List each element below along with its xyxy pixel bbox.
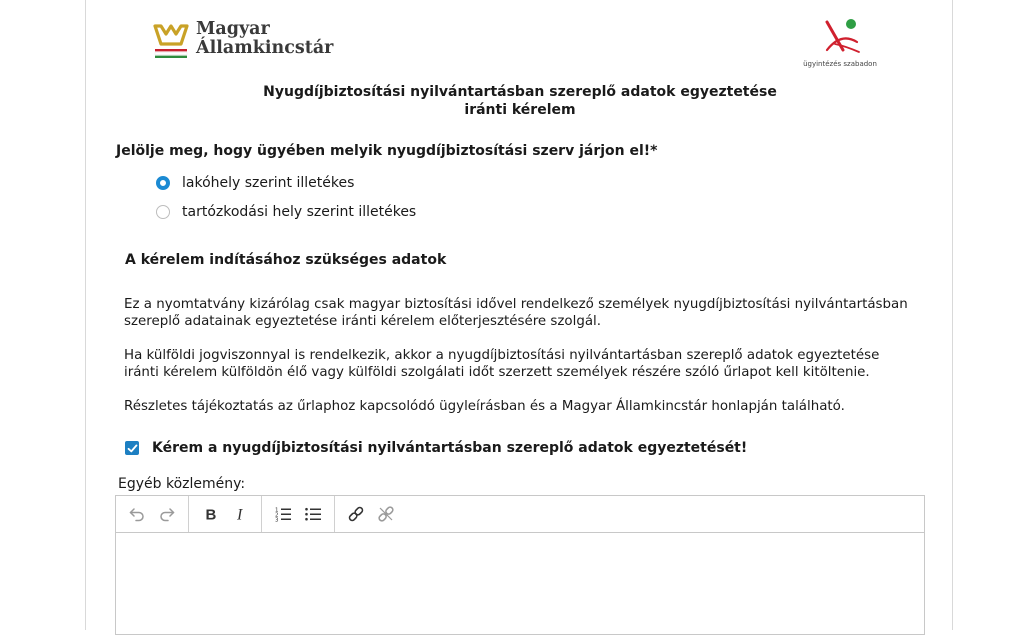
info-paragraph: Ez a nyomtatvány kizárólag csak magyar biztosítási idővel rendelkező személyek nyugdíjbiztosítási nyilvántartásban szereplő adatainak egyeztetése iránti kérelem előterjesztésére szolgál. [124,297,908,329]
list-group [262,496,335,532]
radio-button-unchecked[interactable] [156,205,170,219]
redo-button[interactable] [154,501,180,527]
form-title: Nyugdíjbiztosítási nyilvántartásban szereplő adatok egyeztetése iránti kérelem [263,84,777,118]
editor-content-area[interactable] [116,533,924,633]
section-title: A kérelem indításához szükséges adatok [125,252,447,268]
logo-line2: Államkincstár [196,38,334,58]
italic-icon [231,505,249,523]
unlink-icon [377,505,395,523]
link-icon [347,505,365,523]
consent-label: Kérem a nyugdíjbiztosítási nyilvántartásban szereplő adatok egyeztetését! [152,440,748,456]
bold-icon [201,505,219,523]
info-paragraph: Részletes tájékoztatás az űrlaphoz kapcsolódó ügyleírásban és a Magyar Államkincstár honlapján található. [124,399,845,414]
logo-line1: Magyar [196,19,270,39]
crown-logo-icon [153,20,189,58]
undo-icon [128,505,146,523]
svg-text:1: 1 [275,507,279,514]
radio-button-checked[interactable] [156,176,170,190]
logo-text [196,20,333,58]
svg-text:B: B [205,506,217,523]
radio-label: tartózkodási hely szerint illetékes [182,204,417,220]
history-group [116,496,189,532]
editor-toolbar [116,496,924,533]
link-group [335,496,407,532]
svg-text:2: 2 [275,512,279,519]
radio-option-stay[interactable] [156,204,416,220]
stylized-x-icon [815,16,865,58]
svg-text:3: 3 [275,517,279,523]
logo-caption: ügyintézés szabadon [803,60,877,68]
other-notes-label: Egyéb közlemény: [118,476,246,492]
bulleted-list-button[interactable] [300,501,326,527]
italic-button[interactable] [227,501,253,527]
checkmark-icon [127,443,138,454]
ugyintezes-szabadon-logo [800,16,880,68]
mak-logo [153,20,333,58]
rich-text-editor[interactable] [115,495,925,635]
consent-checkbox[interactable] [125,441,139,455]
format-group [189,496,262,532]
unlink-button[interactable] [373,501,399,527]
bold-button[interactable] [197,501,223,527]
bulleted-list-icon [304,505,322,523]
authority-question: Jelölje meg, hogy ügyében melyik nyugdíjbiztosítási szerv járjon el!* [116,143,658,159]
link-button[interactable] [343,501,369,527]
undo-button[interactable] [124,501,150,527]
radio-option-residence[interactable] [156,175,354,191]
info-paragraph: Ha külföldi jogviszonnyal is rendelkezik, akkor a nyugdíjbiztosítási nyilvántartásban szereplő adatok egyeztetése iránti kérelem külföldön élő vagy külföldi szolgálati időt szerzett személyek részére szóló űrlapot kell kitöltenie. [124,348,880,380]
redo-icon [158,505,176,523]
consent-checkbox-row[interactable] [125,440,747,456]
radio-label: lakóhely szerint illetékes [182,175,355,191]
numbered-list-button[interactable] [270,501,296,527]
numbered-list-icon [274,505,292,523]
svg-text:I: I [237,506,243,523]
